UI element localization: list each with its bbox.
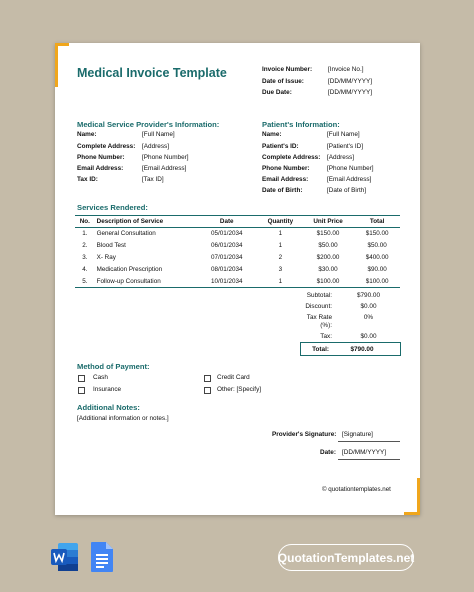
col-header-total: Total bbox=[354, 216, 400, 228]
subtotal-value: $790.00 bbox=[356, 292, 381, 299]
credit-card-checkbox[interactable] bbox=[204, 375, 211, 382]
patient-address-value: [Address] bbox=[327, 154, 354, 161]
provider-heading: Medical Service Provider's Information: bbox=[77, 120, 220, 129]
row-total: $150.00 bbox=[365, 230, 389, 238]
date-of-issue-label: Date of Issue: bbox=[262, 78, 304, 85]
sign-date-value: [DD/MM/YYYY] bbox=[342, 449, 387, 456]
provider-taxid-label: Tax ID: bbox=[77, 176, 98, 183]
tax-rate-label: Tax Rate bbox=[306, 314, 332, 321]
invoice-number-value: [Invoice No.] bbox=[328, 66, 364, 73]
other-checkbox[interactable] bbox=[204, 387, 211, 394]
due-date-label: Due Date: bbox=[262, 89, 292, 96]
invoice-number-label: Invoice Number: bbox=[262, 66, 313, 73]
patient-heading: Patient's Information: bbox=[262, 120, 340, 129]
col-header-quantity: Quantity bbox=[259, 216, 302, 228]
row-no: 5. bbox=[75, 275, 95, 287]
row-total: $400.00 bbox=[365, 253, 389, 261]
patient-phone-value: [Phone Number] bbox=[327, 165, 374, 172]
services-header-row bbox=[75, 216, 400, 228]
discount-value: $0.00 bbox=[360, 303, 377, 310]
patient-id-label: Patient's ID: bbox=[262, 143, 299, 150]
corner-accent-top bbox=[55, 43, 58, 87]
col-header-description: Description of Service bbox=[95, 216, 195, 228]
corner-accent-bottom bbox=[417, 478, 420, 515]
notes-heading: Additional Notes: bbox=[77, 403, 140, 412]
patient-address-label: Complete Address: bbox=[262, 154, 321, 161]
provider-email-value: [Email Address] bbox=[142, 165, 187, 172]
row-no: 2. bbox=[82, 242, 88, 250]
signature-value: [Signature] bbox=[342, 431, 373, 438]
row-no: 3. bbox=[82, 253, 88, 261]
patient-name-value: [Full Name] bbox=[327, 131, 360, 138]
provider-phone-label: Phone Number: bbox=[77, 154, 125, 161]
tax-rate-value: 0% bbox=[363, 314, 374, 321]
signature-label: Provider's Signature: bbox=[272, 431, 337, 438]
row-quantity: 1 bbox=[278, 230, 283, 238]
row-quantity: 1 bbox=[278, 242, 283, 250]
row-quantity: 2 bbox=[278, 253, 283, 261]
corner-accent-bottom-h bbox=[404, 512, 420, 515]
quotationtemplates-badge[interactable]: QuotationTemplates.net bbox=[278, 544, 414, 571]
table-row bbox=[75, 228, 400, 240]
word-icon bbox=[50, 541, 80, 573]
provider-email-label: Email Address: bbox=[77, 165, 124, 172]
row-unit-price: $100.00 bbox=[302, 275, 354, 287]
patient-name-label: Name: bbox=[262, 131, 282, 138]
services-heading: Services Rendered: bbox=[77, 203, 148, 212]
provider-taxid-value: [Tax ID] bbox=[142, 176, 164, 183]
patient-email-value: [Email Address] bbox=[327, 176, 372, 183]
google-docs-icon bbox=[90, 541, 114, 573]
provider-address-label: Complete Address: bbox=[77, 143, 136, 150]
other-label: Other: [Specify] bbox=[217, 386, 262, 393]
row-description: Follow-up Consultation bbox=[95, 275, 195, 287]
provider-address-value: [Address] bbox=[142, 143, 169, 150]
row-date: 06/01/2034 bbox=[210, 242, 243, 250]
services-table bbox=[75, 215, 400, 288]
patient-email-label: Email Address: bbox=[262, 176, 309, 183]
table-row bbox=[75, 252, 400, 264]
row-description: General Consultation bbox=[96, 230, 156, 238]
sign-date-label: Date: bbox=[320, 449, 336, 456]
due-date-value: [DD/MM/YYYY] bbox=[328, 89, 373, 96]
row-total: $100.00 bbox=[354, 275, 400, 287]
patient-dob-value: [Date of Birth] bbox=[327, 187, 367, 194]
row-quantity: 1 bbox=[259, 275, 302, 287]
corner-accent-top-h bbox=[55, 43, 69, 46]
provider-name-label: Name: bbox=[77, 131, 97, 138]
patient-dob-label: Date of Birth: bbox=[262, 187, 303, 194]
total-label: Total: bbox=[312, 345, 329, 353]
row-unit-price: $200.00 bbox=[316, 253, 340, 261]
table-row bbox=[75, 240, 400, 252]
date-line bbox=[338, 459, 400, 460]
total-box bbox=[300, 342, 401, 356]
footer-copyright: © quotationtemplates.net bbox=[322, 486, 391, 493]
provider-phone-value: [Phone Number] bbox=[142, 154, 189, 161]
credit-card-label: Credit Card bbox=[217, 374, 250, 381]
row-no: 4. bbox=[82, 265, 88, 273]
row-unit-price: $50.00 bbox=[318, 242, 338, 250]
tax-label: Tax: bbox=[320, 333, 332, 340]
row-total: $50.00 bbox=[367, 242, 387, 250]
row-date: 05/01/2034 bbox=[210, 230, 243, 238]
row-unit-price: $150.00 bbox=[316, 230, 340, 238]
col-header-no: No. bbox=[75, 216, 95, 228]
tax-value: $0.00 bbox=[360, 333, 377, 340]
row-quantity: 3 bbox=[278, 265, 283, 273]
insurance-label: Insurance bbox=[93, 386, 122, 393]
row-date: 10/01/2034 bbox=[195, 275, 259, 287]
page-title: Medical Invoice Template bbox=[77, 66, 227, 80]
row-total: $90.00 bbox=[367, 265, 387, 273]
cash-label: Cash bbox=[93, 374, 108, 381]
col-header-date: Date bbox=[195, 216, 259, 228]
notes-text: [Additional information or notes.] bbox=[77, 415, 169, 422]
provider-name-value: [Full Name] bbox=[142, 131, 175, 138]
row-date: 08/01/2034 bbox=[210, 265, 243, 273]
discount-label: Discount: bbox=[305, 303, 332, 310]
signature-line bbox=[338, 441, 400, 442]
row-description: X- Ray bbox=[96, 253, 116, 261]
total-value: $790.00 bbox=[350, 345, 374, 353]
insurance-checkbox[interactable] bbox=[78, 387, 85, 394]
tax-rate-label-unit: (%): bbox=[320, 322, 332, 329]
date-of-issue-value: [DD/MM/YYYY] bbox=[328, 78, 373, 85]
cash-checkbox[interactable] bbox=[78, 375, 85, 382]
col-header-unit-price: Unit Price bbox=[302, 216, 354, 228]
row-description: Medication Prescription bbox=[96, 265, 163, 273]
table-row bbox=[75, 263, 400, 275]
patient-phone-label: Phone Number: bbox=[262, 165, 310, 172]
subtotal-label: Subtotal: bbox=[306, 292, 332, 299]
row-unit-price: $30.00 bbox=[318, 265, 338, 273]
row-no: 1. bbox=[82, 230, 88, 238]
payment-heading: Method of Payment: bbox=[77, 362, 150, 371]
table-row bbox=[75, 275, 400, 287]
row-description: Blood Test bbox=[96, 242, 126, 250]
row-date: 07/01/2034 bbox=[210, 253, 243, 261]
patient-id-value: [Patient's ID] bbox=[327, 143, 364, 150]
